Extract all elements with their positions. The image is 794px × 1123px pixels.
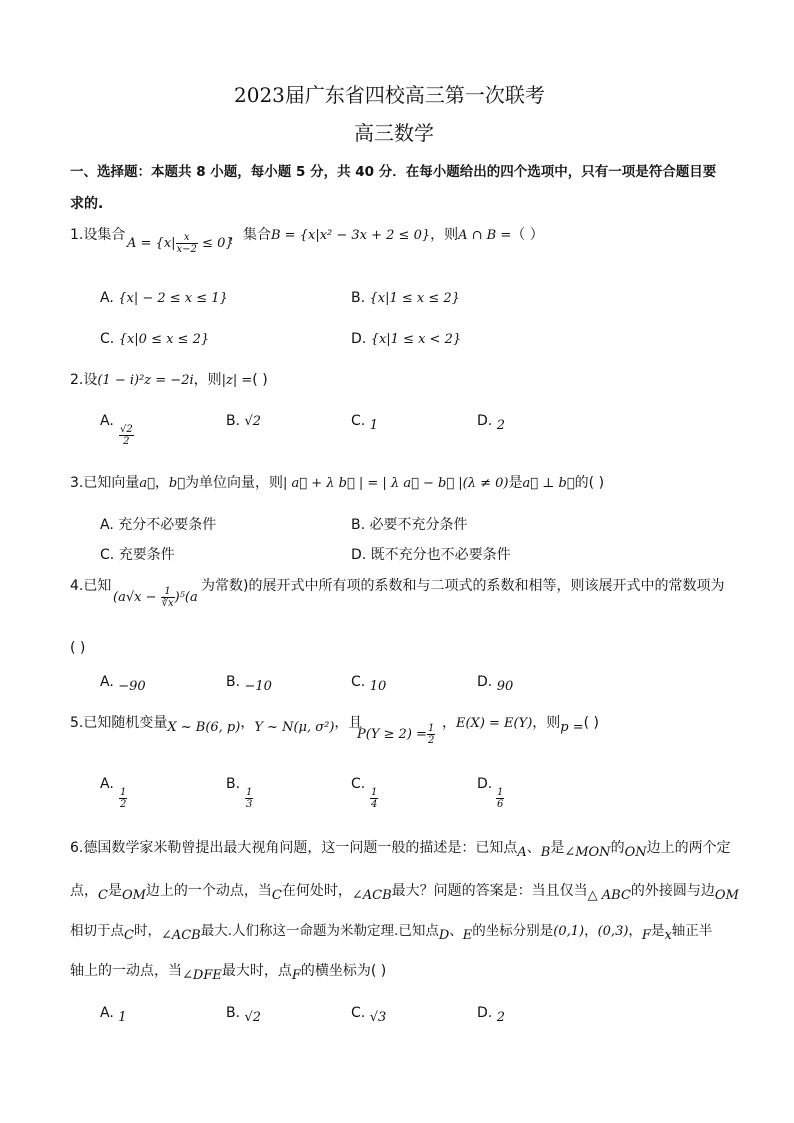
q6-option-d[interactable]: [477, 1005, 505, 1025]
q2-option-a[interactable]: [100, 413, 114, 429]
q5-a-den: 2: [120, 799, 127, 810]
q3-end: 的( ): [574, 475, 605, 491]
q5-b-fraction: [245, 787, 253, 810]
q6-text: 是: [550, 840, 565, 856]
q5-prefix: 5.已知随机变量: [70, 715, 168, 731]
q1-option-c[interactable]: [100, 331, 209, 347]
q1-frac-den: x−2: [176, 244, 197, 255]
option-label: D.: [477, 413, 493, 429]
exam-title: 2023届广东省四校高三第一次联考: [234, 83, 545, 107]
option-text: 1: [369, 418, 378, 433]
option-label: D.: [477, 1005, 493, 1021]
q1-frac-num: x: [176, 232, 198, 244]
q6-axis-x: x: [664, 928, 672, 943]
q5-expr3: P(Y ≥ 2) =: [357, 727, 427, 742]
option-label: B.: [351, 517, 366, 533]
q5-option-a[interactable]: [100, 776, 114, 792]
q1-fraction: [176, 232, 198, 255]
option-text: 2: [496, 1010, 505, 1025]
q6-point-f: F: [641, 928, 651, 943]
q1-option-b[interactable]: [351, 290, 460, 306]
q6-text: 轴正半: [671, 923, 713, 939]
q2-a-den: 2: [123, 436, 130, 447]
q5-option-c[interactable]: [351, 776, 365, 792]
q5-a-fraction: [119, 787, 127, 810]
q1-paren: （ ）: [511, 227, 544, 243]
question-5: [70, 714, 362, 733]
option-text: −90: [118, 679, 146, 694]
question-2: [70, 371, 268, 390]
q4-expr: [113, 586, 198, 609]
q6-point-e: E: [462, 928, 473, 943]
q6-option-b[interactable]: [226, 1005, 262, 1025]
option-label: C.: [351, 413, 366, 429]
question-3: [70, 474, 604, 493]
q6-text: ，: [584, 923, 598, 939]
option-text: −10: [244, 679, 272, 694]
q6-text: 、: [526, 840, 541, 856]
q3-expr2: a⃗ ⊥ b⃗: [522, 476, 575, 491]
q2-option-a-frac: [119, 424, 134, 447]
option-label: B.: [226, 776, 241, 792]
q6-text: 在何处时，: [281, 883, 352, 899]
q1-set-b: B = {x|x² − 3x + 2 ≤ 0}: [271, 228, 431, 243]
q6-ray-om: OM: [714, 888, 739, 903]
q4-option-a[interactable]: [100, 674, 146, 694]
q5-expr5: p =: [560, 720, 584, 735]
q2-expr2: |z| =: [221, 373, 253, 388]
q3-vector-b: b⃗: [168, 476, 186, 491]
option-label: A.: [100, 1005, 114, 1021]
q2-a-fraction: [119, 424, 134, 447]
question-6-line-2: [70, 882, 739, 901]
q2-option-b[interactable]: [226, 413, 261, 429]
q5-fraction: [427, 723, 435, 746]
q1-set-a-start: A = {x|: [127, 236, 176, 251]
option-label: B.: [226, 413, 241, 429]
q5-d-num: 1: [497, 787, 504, 798]
q2-option-d[interactable]: [477, 413, 505, 433]
q5-option-b-frac: [245, 787, 253, 810]
q5-c-num: 1: [371, 787, 378, 798]
q5-option-a-frac: [119, 787, 127, 810]
q6-text: 边上的一个动点，当: [145, 883, 272, 899]
option-label: C.: [351, 776, 366, 792]
q6-point-c: C: [271, 888, 282, 903]
q5-option-c-frac: [370, 787, 378, 810]
q5-option-d-frac: [496, 787, 504, 810]
q6-text: 是: [107, 883, 122, 899]
question-6-line-4: [70, 962, 386, 981]
q5-paren: ( ): [583, 715, 599, 731]
q6-ray-om: OM: [121, 888, 146, 903]
option-text: {x| − 2 ≤ x ≤ 1}: [118, 291, 228, 306]
q2-paren: ( ): [252, 372, 268, 388]
q6-point-a: A: [517, 845, 527, 860]
q2-prefix: 2.设: [70, 372, 98, 388]
option-text: 1: [118, 1010, 127, 1025]
question-6-line-1: [70, 839, 731, 858]
q6-triangle: △ ABC: [587, 888, 631, 903]
q5-sep2: ，: [442, 715, 456, 731]
q3-option-a[interactable]: [100, 514, 216, 534]
q6-text: 最大？问题的答案是：当且仅当: [391, 883, 588, 899]
q6-text: 时，: [133, 923, 161, 939]
q4-text: 为常数)的展开式中所有项的系数和与二项式的系数和相等，则该展开式中的常数项为: [201, 578, 725, 594]
q1-set-a: [127, 232, 234, 255]
q3-prefix: 3.已知向量: [70, 475, 140, 491]
option-text: √2: [244, 1010, 262, 1025]
q1-rest: [229, 226, 544, 245]
question-1: [70, 226, 125, 244]
option-label: B.: [226, 1005, 241, 1021]
q6-text: 边上的两个定: [646, 840, 731, 856]
q6-option-c[interactable]: [351, 1005, 387, 1025]
option-text: 充要条件: [118, 547, 175, 563]
option-text: 2: [496, 418, 505, 433]
q6-text: 6.德国数学家米勒曾提出最大视角问题，这一问题一般的描述是：已知点: [70, 840, 518, 856]
question-4: [70, 577, 111, 595]
question-6-line-3: [70, 922, 712, 941]
q6-option-a[interactable]: [100, 1005, 127, 1025]
option-text: {x|1 ≤ x < 2}: [370, 332, 462, 347]
q2-option-c[interactable]: [351, 413, 378, 433]
q4-frac-den: ∛x: [161, 598, 174, 609]
option-text: 10: [369, 679, 387, 694]
q5-b-den: 3: [246, 799, 253, 810]
q2-a-num: √2: [120, 424, 133, 435]
q1-mid-text: ，集合: [229, 227, 271, 243]
q5-option-d[interactable]: [477, 776, 492, 792]
q4-frac-num: 1: [161, 586, 175, 598]
option-text: {x|1 ≤ x ≤ 2}: [369, 291, 460, 306]
q6-point-d: D: [438, 928, 450, 943]
q1-prefix: 1.设集合: [70, 227, 126, 243]
q6-text: 的: [610, 840, 625, 856]
q6-point-b: B: [540, 845, 551, 860]
q3-vector-a: a⃗: [139, 476, 155, 491]
q3-option-d[interactable]: [351, 544, 511, 564]
q5-sep: ，: [240, 715, 255, 731]
q5-expr1: X ~ B(6, p): [167, 720, 241, 735]
q2-mid: ，则: [193, 372, 222, 388]
q6-angle-dfe: ∠DFE: [182, 968, 222, 983]
q3-option-c[interactable]: [100, 544, 175, 564]
option-text: 必要不充分条件: [369, 517, 468, 533]
q5-suffix: ，则: [532, 715, 561, 731]
option-label: D.: [477, 776, 493, 792]
option-text: 充分不必要条件: [118, 517, 217, 533]
q5-c-den: 4: [371, 799, 378, 810]
q6-text: 的坐标分别是: [472, 923, 554, 939]
q5-c-fraction: [370, 787, 378, 810]
exam-subtitle: 高三数学: [354, 121, 434, 145]
q6-text: 轴上的一动点，当: [70, 963, 182, 979]
q3-expr: | a⃗ + λ b⃗ | = | λ a⃗ − b⃗ |(λ ≠ 0): [283, 476, 509, 491]
q4-option-c[interactable]: [351, 674, 387, 694]
q6-coord-e: (0,3): [597, 924, 629, 939]
q6-text: 最大时，点: [221, 963, 292, 979]
q6-text: ，: [628, 923, 642, 939]
option-label: C.: [351, 1005, 366, 1021]
option-label: A.: [100, 674, 114, 690]
q6-ray-on: ON: [624, 845, 647, 860]
q3-mid: 为单位向量，则: [185, 475, 284, 491]
option-label: A.: [100, 290, 114, 306]
q6-angle-acb: ∠ACB: [160, 928, 201, 943]
q4-option-b[interactable]: [226, 674, 272, 694]
q4-option-d[interactable]: [477, 674, 514, 694]
q5-frac-num: 1: [427, 723, 435, 734]
q4-fraction: [161, 586, 175, 609]
q4-expr-end: )⁵(a: [174, 590, 198, 605]
q1-expr: A ∩ B =: [458, 228, 512, 243]
section-heading-cont: 求的.: [70, 196, 104, 212]
q5-b-num: 1: [246, 787, 253, 798]
q3-sep: ，: [154, 475, 169, 491]
q5-option-b[interactable]: [226, 776, 240, 792]
option-label: A.: [100, 776, 114, 792]
q6-text: 的横坐标为( ): [300, 963, 387, 979]
q5-rest: [442, 714, 599, 733]
option-label: C.: [100, 331, 115, 347]
q6-angle-acb: ∠ACB: [351, 888, 392, 903]
q1-option-d[interactable]: [351, 331, 461, 347]
option-text: √3: [369, 1010, 387, 1025]
q6-text: 点，: [70, 883, 98, 899]
q6-coord-d: (0,1): [553, 924, 585, 939]
option-label: A.: [100, 517, 114, 533]
q6-text: 的外接圆与边: [630, 883, 715, 899]
q5-mid: ，且: [334, 715, 363, 731]
q6-text: 、: [449, 923, 463, 939]
q5-frac-den: 2: [427, 735, 435, 746]
option-text: 90: [496, 679, 514, 694]
q3-option-b[interactable]: [351, 514, 468, 534]
option-label: A.: [100, 413, 114, 429]
option-text: {x|0 ≤ x ≤ 2}: [118, 332, 210, 347]
q5-a-num: 1: [120, 787, 127, 798]
q5-prob: [357, 723, 435, 746]
q5-d-den: 6: [497, 799, 504, 810]
q5-expr4: E(X) = E(Y): [456, 716, 533, 731]
q6-text: 最大.人们称这一命题为米勒定理.已知点: [200, 923, 439, 939]
option-label: D.: [477, 674, 493, 690]
q6-text: 相切于点: [70, 923, 124, 939]
q6-angle-mon: ∠MON: [564, 845, 611, 860]
option-label: C.: [351, 674, 366, 690]
q2-expr: (1 − i)²z = −2i: [97, 373, 194, 388]
option-label: C.: [100, 547, 115, 563]
q6-text: 是: [650, 923, 665, 939]
q3-is: 是: [508, 475, 523, 491]
option-text: 既不充分也不必要条件: [370, 547, 511, 563]
option-label: D.: [351, 331, 367, 347]
q6-point-c: C: [124, 928, 134, 943]
q4-expr-start: (a√x −: [113, 590, 161, 605]
option-text: √2: [244, 414, 262, 429]
q5-d-fraction: [496, 787, 504, 810]
q4-prefix: 4.已知: [70, 578, 112, 594]
q6-point-c: C: [98, 888, 108, 903]
option-label: D.: [351, 547, 367, 563]
q1-option-a[interactable]: [100, 290, 228, 306]
option-label: B.: [226, 674, 241, 690]
option-label: B.: [351, 290, 366, 306]
q1-set-a-end: ≤ 0}: [197, 236, 234, 251]
q4-paren: ( ): [70, 640, 86, 656]
q1-suffix: ，则: [430, 227, 459, 243]
q6-point-f: F: [291, 968, 301, 983]
q5-expr2: Y ~ N(μ, σ²): [254, 720, 335, 735]
section-heading: 一、选择题：本题共 8 小题，每小题 5 分，共 40 分．在每小题给出的四个选项中，只有一项是符合题目要: [70, 164, 717, 180]
